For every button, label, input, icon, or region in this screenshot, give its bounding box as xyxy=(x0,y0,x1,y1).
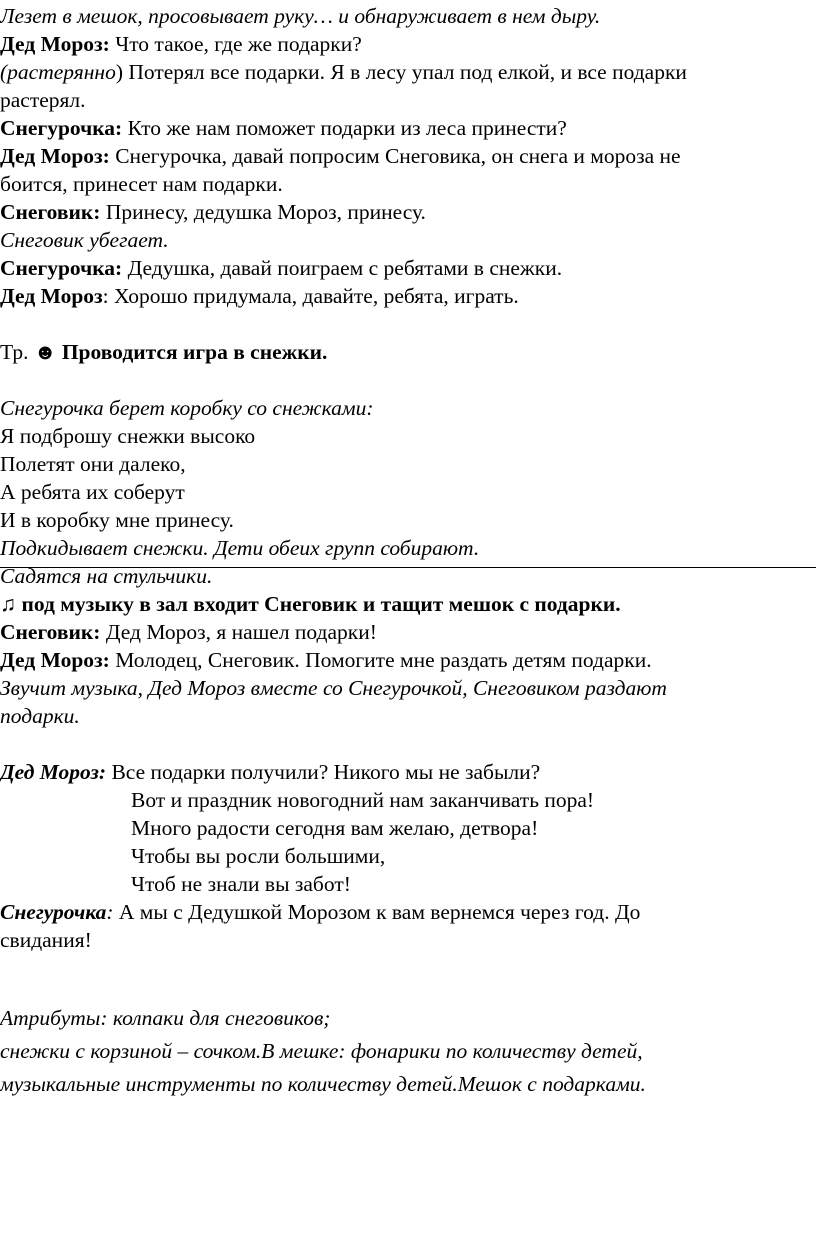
speaker: Снегурочка: xyxy=(0,256,123,280)
speech: Что такое, где же подарки? xyxy=(109,32,362,56)
poem-line: И в коробку мне принесу. xyxy=(0,508,234,532)
poem-line: Полетят они далеко, xyxy=(0,452,186,476)
dialogue-line xyxy=(0,254,562,282)
speaker: Снегурочка: xyxy=(0,116,123,140)
dialogue-line: растерял. xyxy=(0,88,86,112)
speaker: Снегурочка xyxy=(0,900,107,924)
dialogue-line xyxy=(0,58,687,86)
poem-line: Я подброшу снежки высоко xyxy=(0,424,256,448)
music-note-icon: ♫ xyxy=(0,592,17,616)
dialogue-line xyxy=(0,618,377,646)
poem-line: А ребята их соберут xyxy=(0,480,185,504)
poem-line: Много радости сегодня вам желаю, детвора! xyxy=(131,816,539,840)
speech: Дед Мороз, я нашел подарки! xyxy=(100,620,377,644)
stage-direction: Садятся на стульчики. xyxy=(0,564,213,588)
stage-direction: Звучит музыка, Дед Мороз вместе со Снегурочкой, Снеговиком раздают xyxy=(0,676,667,700)
dialogue-line xyxy=(0,282,519,310)
attributes-line: музыкальные инструменты по количеству детей.Мешок с подарками. xyxy=(0,1072,646,1096)
attributes-line: Атрибуты: колпаки для снеговиков; xyxy=(0,1006,331,1030)
speaker: Дед Мороз: xyxy=(0,32,110,56)
dialogue-line xyxy=(0,198,426,226)
smiley-icon: ☻ xyxy=(33,340,57,364)
attributes-line: снежки с корзиной – сочком.В мешке: фонарики по количеству детей, xyxy=(0,1039,643,1063)
game-heading: Тр. ☻ Проводится игра в снежки. xyxy=(0,340,328,364)
speech: Кто же нам поможет подарки из леса принести? xyxy=(122,116,567,140)
poem-line: Чтоб не знали вы забот! xyxy=(131,872,351,896)
dialogue-line xyxy=(0,114,567,142)
poem-line: Чтобы вы росли большими, xyxy=(131,844,386,868)
stage-direction: Снеговик убегает. xyxy=(0,228,169,252)
dialogue-line: Снегурочка: А мы с Дедушкой Морозом к вам вернемся через год. До xyxy=(0,900,641,924)
speaker: Снеговик: xyxy=(0,200,101,224)
dialogue-line: боится, принесет нам подарки. xyxy=(0,172,283,196)
speech: ) Потерял все подарки. Я в лесу упал под елкой, и все подарки xyxy=(115,60,687,84)
speech: А мы с Дедушкой Морозом к вам вернемся через год. До xyxy=(113,900,641,924)
stage-direction: Снегурочка берет коробку со снежками: xyxy=(0,396,374,420)
dialogue-line xyxy=(0,142,681,170)
poem-line: Вот и праздник новогодний нам заканчивать пора! xyxy=(131,788,595,812)
dialogue-line xyxy=(0,758,540,786)
speech: Молодец, Снеговик. Помогите мне раздать детям подарки. xyxy=(109,648,652,672)
speech: : Хорошо придумала, давайте, ребята, играть. xyxy=(102,284,519,308)
speaker: Дед Мороз: xyxy=(0,144,110,168)
speech: Снегурочка, давай попросим Снеговика, он снега и мороза не xyxy=(109,144,681,168)
dialogue-line xyxy=(0,30,362,58)
music-direction: ♫ под музыку в зал входит Снеговик и тащит мешок с подарки. xyxy=(0,592,621,616)
speech: Принесу, дедушка Мороз, принесу. xyxy=(100,200,426,224)
speech: Все подарки получили? Никого мы не забыли? xyxy=(106,760,541,784)
dialogue-line: свидания! xyxy=(0,928,92,952)
speaker: Дед Мороз xyxy=(0,284,103,308)
speech: Дедушка, давай поиграем с ребятами в снежки. xyxy=(122,256,563,280)
speaker: Дед Мороз: xyxy=(0,648,110,672)
speaker: Дед Мороз: xyxy=(0,760,107,784)
stage-direction: Лезет в мешок, просовывает руку… и обнаруживает в нем дыру. xyxy=(0,4,601,28)
dialogue-line xyxy=(0,646,652,674)
remark: (растерянно xyxy=(0,60,116,84)
stage-direction: Подкидывает снежки. Дети обеих групп собирают. xyxy=(0,536,480,560)
stage-direction: подарки. xyxy=(0,704,80,728)
speaker: Снеговик: xyxy=(0,620,101,644)
